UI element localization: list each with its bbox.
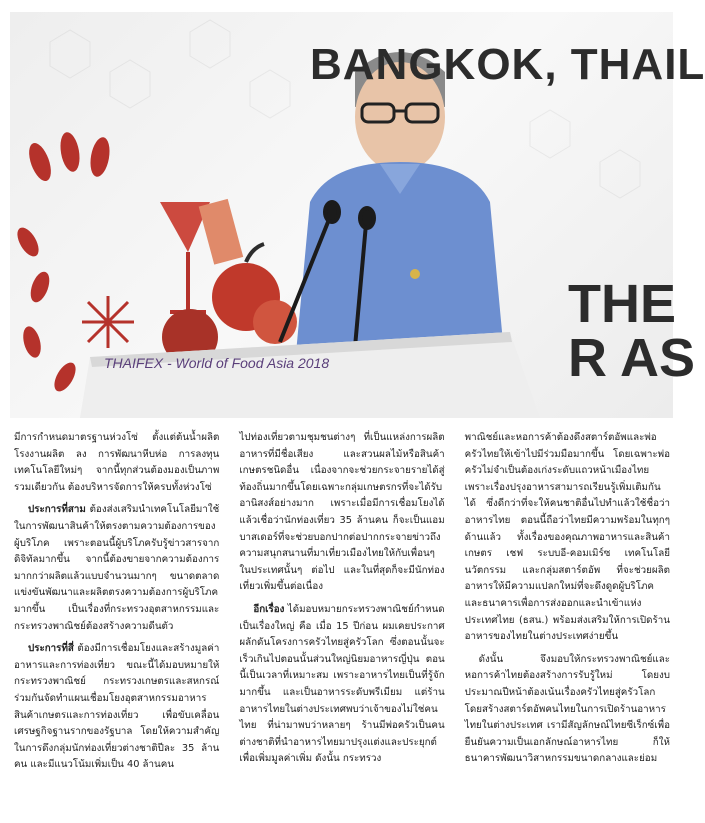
article-column-1 bbox=[14, 430, 219, 818]
decor-leaves bbox=[13, 131, 112, 395]
paragraph: ประการที่สาม ต้องส่งเสริมนำเทคโนโลยีมาใช้ในการพัฒนาสินค้าให้ตรงตามความต้องการของผู้บริโภค เพราะตอนนี้ผู้บริโภครับรู้ข่าวสารจากดิจิทัลมากขึ้น จากนี้ต้องขายจากความต้องการมากกว่าผลิตแล้วแบบจำนวนมากๆ ขนาดตลาดแข่งขันพัฒนาและผลิตตรงความต้องการผู้บริโภคมากขึ้น เป็นเรื่องที่กระทรวงอุตสาหกรรมและกระทรวงพาณิชย์ต้องสร้างความดีนตัว bbox=[14, 504, 220, 632]
backdrop-line: R AS bbox=[568, 328, 696, 388]
article-column-3 bbox=[465, 430, 670, 818]
paragraph: มีการกำหนดมาตรฐานห่วงโซ่ ตั้งแต่ต้นน้ำผลิต โรงงานผลิต ลง การพัฒนาหีบห่อ การลงทุนเทคโนโลยีใหม่ๆ จากนี้ทุกส่วนต้องมองเป็นภาพรวมเดียวกัน ต้องบริหารจัดการให้ครบทั้งห่วงโซ่ bbox=[14, 432, 220, 493]
snowflake-icon bbox=[82, 296, 134, 348]
paragraph-lead: ประการที่สี่ bbox=[28, 643, 74, 655]
backdrop-line: THE bbox=[568, 274, 676, 334]
paragraph: ดังนั้น จึงมอบให้กระทรวงพาณิชย์และหอการค้าไทยต้องสร้างการรับรู้ใหม่ โดยงบประมาณปีหน้าต้องเน้นเรื่องครัวไทยสู่ครัวโลก โดยสร้างสตาร์ตอัพคนไทยในการเปิดร้านอาหารไทยในต่างประเทศ เรามีสัญลักษณ์ไทยซีเร็กซ์เพื่อยืนยันความเป็นเอกลักษณ์อาหารไทย ก็ให้ธนาคารพัฒนาวิสาหกรรมขนาดกลางและย่อม bbox=[464, 653, 670, 765]
backdrop-right-text bbox=[568, 274, 696, 388]
article-body bbox=[14, 430, 670, 818]
paragraph: ไปท่องเที่ยวตามชุมชนต่างๆ ที่เป็นแหล่งการผลิตอาหารที่มีชื่อเสียง และสวนผลไม้หรือสินค้าเกษตรชนิดอื่น เนื่องจากจะช่วยกระจายรายได้สู่ท้องถิ่นมากขึ้นโดยเฉพาะกลุ่มเกษตรกรที่จะได้รับอานิสงส์อย่างมาก เพราะเมื่อมีการเชื่อมโยงได้แล้วเชื่อว่านักท่องเที่ยว 35 ล้านคน ก็จะเป็นแอมบาสเดอร์ที่จะช่วยบอกปากต่อปากกระจายข่าวถึงความสนุกสนานที่มาเที่ยวเมืองไทยให้กับเพื่อนๆ ในประเทศนั้นๆ ต่อไป และในที่สุดก็จะมีนักท่องเที่ยวเพิ่มขึ้นต่อเนื่อง bbox=[239, 432, 445, 593]
paragraph-lead: ประการที่สาม bbox=[28, 504, 86, 516]
paragraph: ประการที่สี่ ต้องมีการเชื่อมโยงและสร้างมูลค่าอาหารและการท่องเที่ยว ขณะนี้ได้มอบหมายให้กระทรวงพาณิชย์ กระทรวงเกษตรและสหกรณ์ ร่วมกันจัดทำแผนเชื่อมโยงอุตสาหกรรมอาหาร สินค้าเกษตรและการท่องเที่ยว เพื่อขับเคลื่อนเศรษฐกิจฐานรากของรัฐบาล โดยให้ความสำคัญในการดึงกลุ่มนักท่องเที่ยวต่างชาติปีละ 35 ล้านคน และมีแนวโน้มเพิ่มเป็น 40 ล้านคน bbox=[14, 643, 220, 771]
speaker-photo bbox=[10, 12, 705, 418]
article-column-2 bbox=[239, 430, 444, 818]
backdrop-text: BANGKOK, THAIL bbox=[310, 40, 705, 89]
paragraph: อีกเรื่อง ได้มอบหมายกระทรวงพาณิชย์กำหนดเป็นเรื่องใหญ่ คือ เมื่อ 15 ปีก่อน ผมเคยประกาศผลักดันโครงการครัวไทยสู่ครัวโลก ซึ่งตอนนั้นจะเร็วเกินไปตอนนั้นส่วนใหญ่นิยมอาหารญี่ปุ่น ตอนนี้เป็นเวลาที่เหมาะสม เพราะอาหารไทยเป็นที่รู้จักมากขึ้น และเป็นอาหารระดับพรีเมียม แต่ร้านอาหารไทยในต่างประเทศพบว่าเจ้าของไม่ใช่คนไทย ที่น่ามาพบว่าหลายๆ ร้านมีพ่อครัวเป็นคนต่างชาติที่นำอาหารไทยมาปรุงแต่งและประยุกต์เพื่อเพิ่มมูลค่าเพิ่ม ดังนั้น กระทรวง bbox=[239, 603, 445, 765]
paragraph: พาณิชย์และหอการค้าต้องดึงสตาร์ตอัพและพ่อครัวไทยให้เข้าไปมีร่วมมือมากขึ้น โดยเฉพาะพ่อครัวไม่จำเป็นต้องเก่งระดับแถวหน้าเมืองไทย เพราะเรื่องปรุงอาหารสามารถเรียนรู้เพิ่มเติมกันได้ ซึ่งดีกว่าที่จะให้คนชาติอื่นไปทำแล้วใช้ชื่อว่าอาหารไทย ตอนนี้ถือว่าไทยมีความพร้อมในทุกๆ ด้านแล้ว ทั้งเรื่องของคุณภาพอาหารและสินค้าเกษตร เชฟ ระบบอี-คอมเมิร์ซ เทคโนโลยี นวัตกรรม และกลุ่มสตาร์ตอัพ ที่จะช่วยผลิตอาหารให้มีความแปลกใหม่ที่จะดึงดูดผู้บริโภค และธนาคารเพื่อการส่งออกและนำเข้าแห่งประเทศไทย (ธสน.) พร้อมส่งเสริมให้การเปิดร้านอาหารของไทยในต่างประเทศง่ายขึ้น bbox=[464, 432, 670, 643]
podium-label: THAIFEX - World of Food Asia 2018 bbox=[104, 355, 330, 371]
paragraph-lead: อีกเรื่อง bbox=[253, 603, 285, 615]
